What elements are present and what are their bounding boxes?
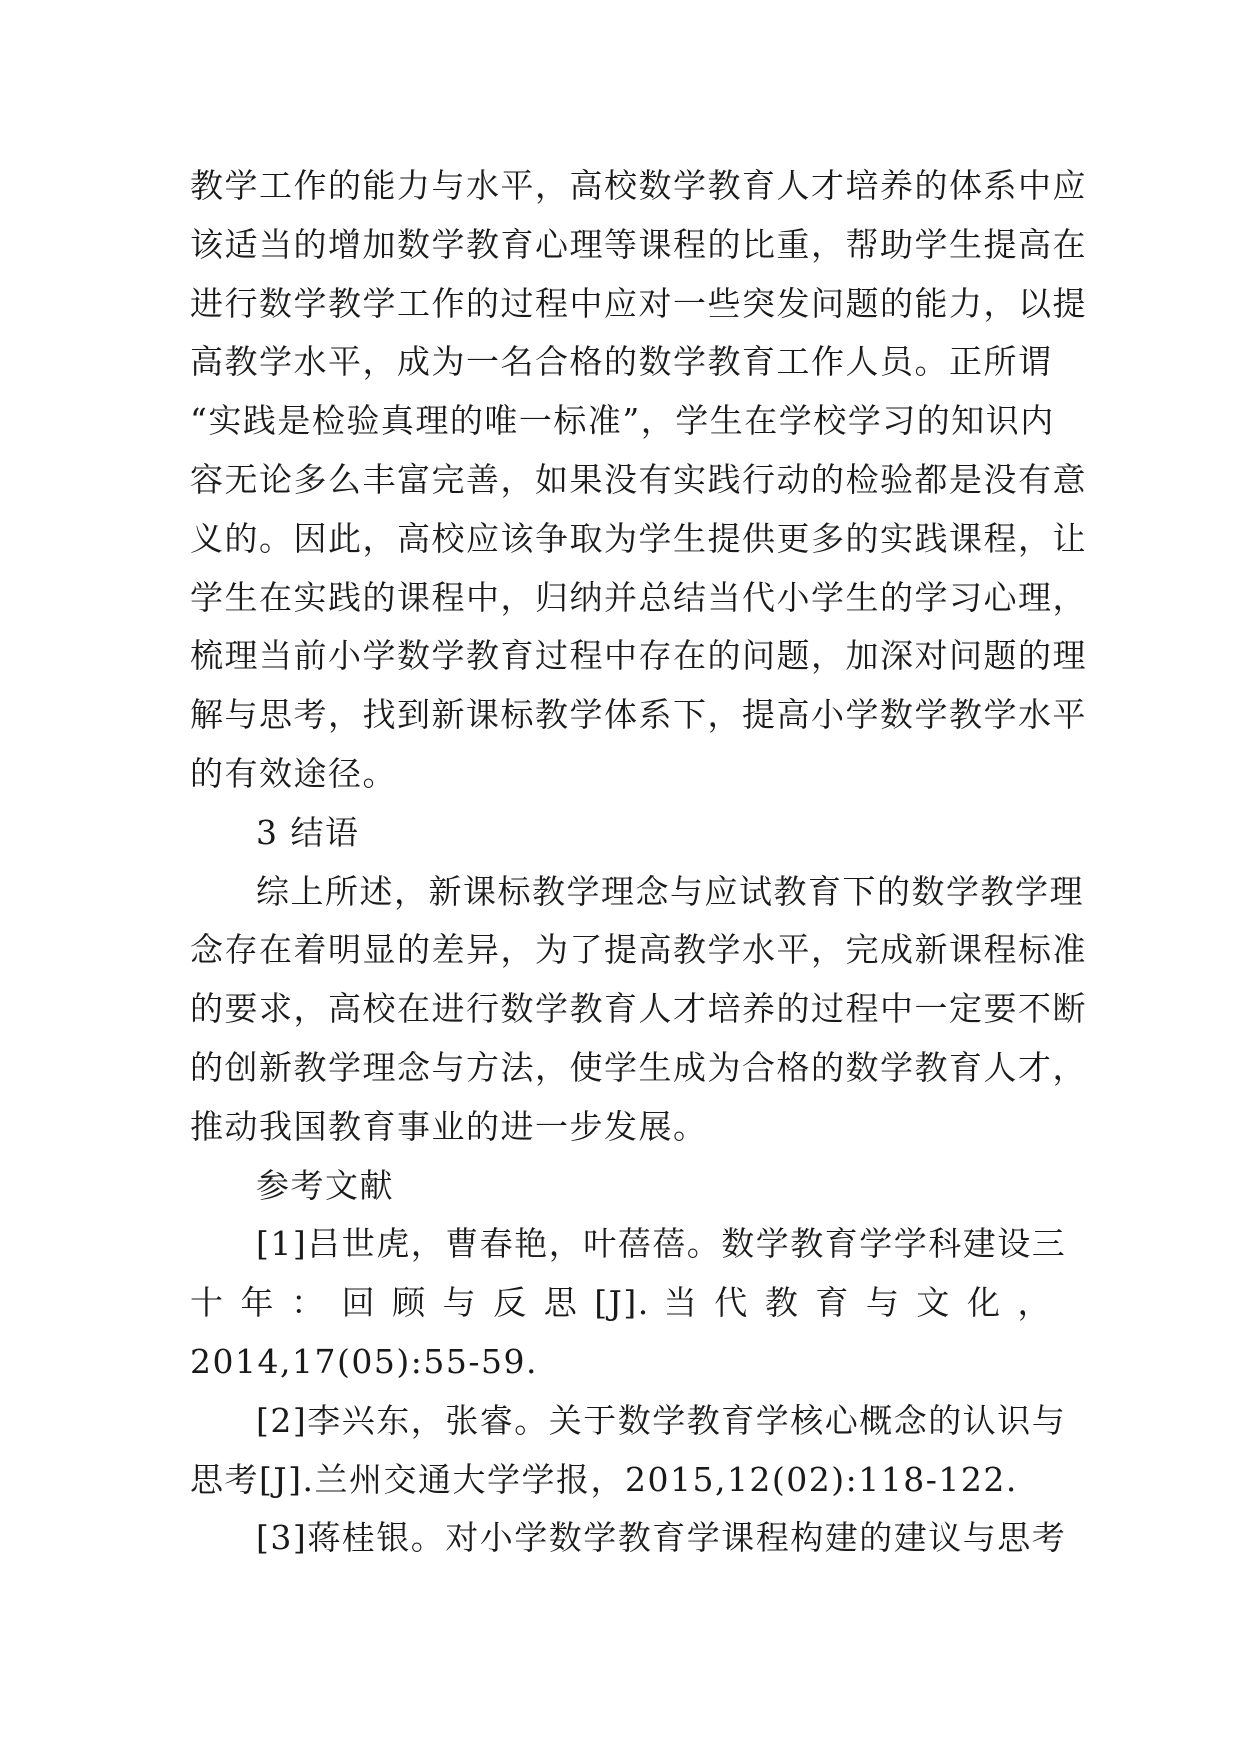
reference-1-line: 2014,17(05):55-59. <box>190 1341 538 1381</box>
paragraph-line: 该适当的增加数学教育心理等课程的比重，帮助学生提高在 <box>190 224 1087 264</box>
reference-2-line: [2]李兴东，张睿。关于数学教育学核心概念的认识与 <box>256 1400 1067 1440</box>
paragraph-line: “实践是检验真理的唯一标准”，学生在学校学习的知识内 <box>190 401 1055 441</box>
paragraph-line: 进行数学教学工作的过程中应对一些突发问题的能力，以提 <box>190 283 1087 323</box>
document-body <box>190 157 1087 1568</box>
conclusion-line: 综上所述，新课标教学理念与应试教育下的数学教学理 <box>256 871 1084 911</box>
paragraph-line: 梳理当前小学数学教育过程中存在的问题，加深对问题的理 <box>190 636 1087 676</box>
reference-1-line: 十 年 ： 回 顾 与 反 思 [J]. 当 代 教 育 与 文 化 ， <box>190 1283 1052 1323</box>
reference-1-line: [1]吕世虎，曹春艳，叶蓓蓓。数学教育学学科建设三 <box>256 1224 1067 1264</box>
paragraph-line: 教学工作的能力与水平，高校数学教育人才培养的体系中应 <box>190 166 1087 205</box>
section-heading: 3 结语 <box>256 812 360 852</box>
paragraph-line: 容无论多么丰富完善，如果没有实践行动的检验都是没有意 <box>190 459 1087 499</box>
paragraph-line: 学生在实践的课程中，归纳并总结当代小学生的学习心理， <box>190 577 1087 617</box>
conclusion-line: 的要求，高校在进行数学教育人才培养的过程中一定要不断 <box>190 989 1087 1029</box>
reference-2-line: 思考[J].兰州交通大学学报，2015,12(02):118-122. <box>190 1459 1018 1499</box>
conclusion-line: 推动我国教育事业的进一步发展。 <box>190 1106 708 1146</box>
reference-3-line: [3]蒋桂银。对小学数学教育学课程构建的建议与思考 <box>256 1518 1067 1558</box>
paragraph-line: 的有效途径。 <box>190 753 397 793</box>
conclusion-line: 的创新教学理念与方法，使学生成为合格的数学教育人才， <box>190 1047 1087 1087</box>
conclusion-line: 念存在着明显的差异，为了提高教学水平，完成新课程标准 <box>190 930 1087 970</box>
paragraph-line: 解与思考，找到新课标教学体系下，提高小学数学教学水平 <box>190 695 1087 735</box>
paragraph-line: 高教学水平，成为一名合格的数学教育工作人员。正所谓 <box>190 342 1053 382</box>
references-heading: 参考文献 <box>256 1165 394 1205</box>
paragraph-line: 义的。因此，高校应该争取为学生提供更多的实践课程，让 <box>190 518 1087 558</box>
